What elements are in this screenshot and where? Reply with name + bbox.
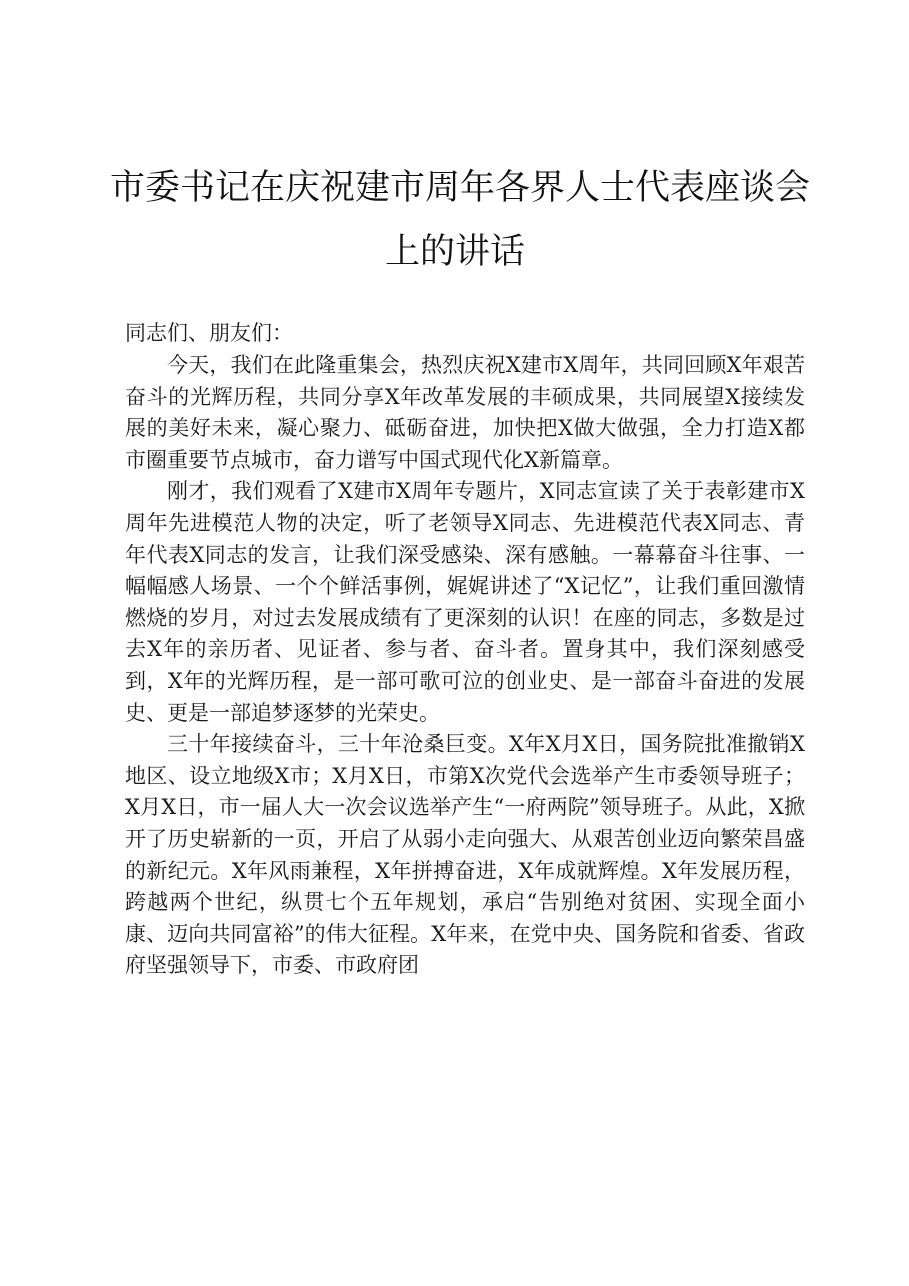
body-paragraphs bbox=[125, 350, 805, 982]
document-title-line-1: 市委书记在庆祝建市周年各界人士代表座谈会 bbox=[110, 168, 811, 208]
document-title-line-2: 上的讲话 bbox=[384, 232, 525, 272]
paragraph-2: 刚才，我们观看了X建市X周年专题片，X同志宣读了关于表彰建市X周年先进模范人物的决定，听了老领导X同志、先进模范代表X同志、青年代表X同志的发言，让我们深受感染、深有感触。一幕幕奋斗往事、一幅幅感人场景、一个个鲜活事例，娓娓讲述了“X记忆”，让我们重回激情燃烧的岁月，对过去发展成绩有了更深刻的认识！在座的同志，多数是过去X年的亲历者、见证者、参与者、奋斗者。置身其中，我们深刻感受到，X年的光辉历程，是一部可歌可泣的创业史、是一部奋斗奋进的发展史、更是一部追梦逐梦的光荣史。 bbox=[125, 479, 805, 725]
paragraph-1: 今天，我们在此隆重集会，热烈庆祝X建市X周年，共同回顾X年艰苦奋斗的光辉历程，共同分享X年改革发展的丰硕成果，共同展望X接续发展的美好未来，凝心聚力、砥砺奋进，加快把X做大做强，全力打造X都市圈重要节点城市，奋力谱写中国式现代化X新篇章。 bbox=[125, 353, 805, 472]
salutation: 同志们、朋友们： bbox=[125, 321, 293, 345]
paragraph-3: 三十年接续奋斗，三十年沧桑巨变。X年X月X日，国务院批准撤销X地区、设立地级X市；X月X日，市第X次党代会选举产生市委领导班子；X月X日，市一届人大一次会议选举产生“一府两院”领导班子。从此，X掀开了历史崭新的一页，开启了从弱小走向强大、从艰苦创业迈向繁荣昌盛的新纪元。X年风雨兼程，X年拼搏奋进，X年成就辉煌。X年发展历程，跨越两个世纪，纵贯七个五年规划，承启“告别绝对贫困、实现全面小康、迈向共同富裕”的伟大征程。X年来，在党中央、国务院和省委、省政府坚强领导下，市委、市政府团 bbox=[125, 732, 805, 978]
